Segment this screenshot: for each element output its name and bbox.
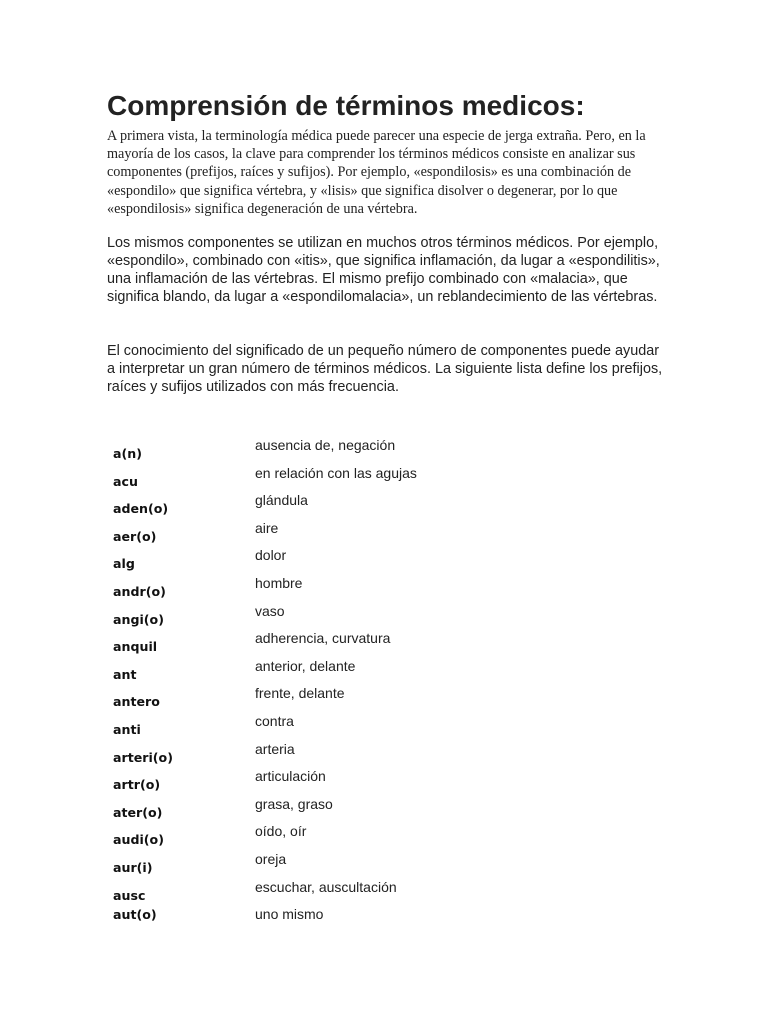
glossary-meaning: uno mismo xyxy=(255,906,324,923)
glossary-meaning: vaso xyxy=(255,602,285,619)
glossary-meaning: contra xyxy=(255,712,294,729)
glossary-terms-column xyxy=(113,444,253,932)
glossary-meaning: hombre xyxy=(255,574,303,591)
glossary-meaning: escuchar, auscultación xyxy=(255,878,397,895)
glossary-term: artr(o) xyxy=(113,777,161,793)
glossary-term: antero xyxy=(113,694,160,710)
glossary-meanings-column xyxy=(255,434,655,931)
glossary-term: aut(o) xyxy=(113,906,157,922)
glossary-meaning: anterior, delante xyxy=(255,657,356,674)
glossary-term: acu xyxy=(113,473,138,489)
glossary-term: ant xyxy=(113,666,137,682)
glossary-term: anquil xyxy=(113,639,158,655)
glossary-term: anti xyxy=(113,721,141,737)
glossary-meaning: adherencia, curvatura xyxy=(255,630,391,647)
list-intro-paragraph: El conocimiento del significado de un pequeño número de componentes puede ayudar a interpretar un gran número de términos médicos. La siguiente lista define los prefijos, raíces y sufijos utilizados con más frecuencia. xyxy=(107,343,663,395)
glossary-term: ater(o) xyxy=(113,804,163,820)
glossary-term: aur(i) xyxy=(113,859,153,875)
glossary-term: arteri(o) xyxy=(113,749,173,765)
glossary-meaning: en relación con las agujas xyxy=(255,464,417,481)
intro-paragraph: A primera vista, la terminología médica puede parecer una especie de jerga extraña. Pero, en la mayoría de los casos, la clave para comprender los términos médicos consiste en analizar sus componentes (prefijos, raíces y sufijos). Por ejemplo, «espondilosis» es una combinación de «espondilo» que significa vértebra, y «lisis» que significa disolver o degenerar, por lo que «espondilosis» significa degeneración de una vértebra. xyxy=(107,128,646,217)
glossary-meaning: grasa, graso xyxy=(255,795,333,812)
glossary-term: aer(o) xyxy=(113,528,157,544)
glossary-meaning: aire xyxy=(255,519,279,536)
glossary-meaning: ausencia de, negación xyxy=(255,437,396,453)
glossary-term: audi(o) xyxy=(113,832,164,848)
glossary-meaning: glándula xyxy=(255,492,308,509)
components-paragraph: Los mismos componentes se utilizan en muchos otros términos médicos. Por ejemplo, «espondilo», combinado con «itis», que significa inflamación, da lugar a «espondilitis», una inflamación de las vértebras. El mismo prefijo combinado con «malacia», que significa blando, da lugar a «espondilomalacia», un reblandecimiento de las vértebras. xyxy=(107,235,660,305)
glossary-meaning: oído, oír xyxy=(255,823,307,840)
page-title: Comprensión de términos medicos: xyxy=(107,90,585,121)
glossary-meaning: arteria xyxy=(255,740,295,757)
glossary-term: alg xyxy=(113,556,135,572)
glossary-meaning: oreja xyxy=(255,850,287,867)
glossary-term: angi(o) xyxy=(113,611,164,627)
glossary-meaning: frente, delante xyxy=(255,685,345,702)
glossary-term: aden(o) xyxy=(113,501,169,517)
glossary-term: andr(o) xyxy=(113,583,166,599)
glossary-term: ausc xyxy=(113,887,146,903)
glossary-meaning: articulación xyxy=(255,768,326,785)
glossary-meaning: dolor xyxy=(255,547,287,564)
glossary-term: a(n) xyxy=(113,446,142,461)
